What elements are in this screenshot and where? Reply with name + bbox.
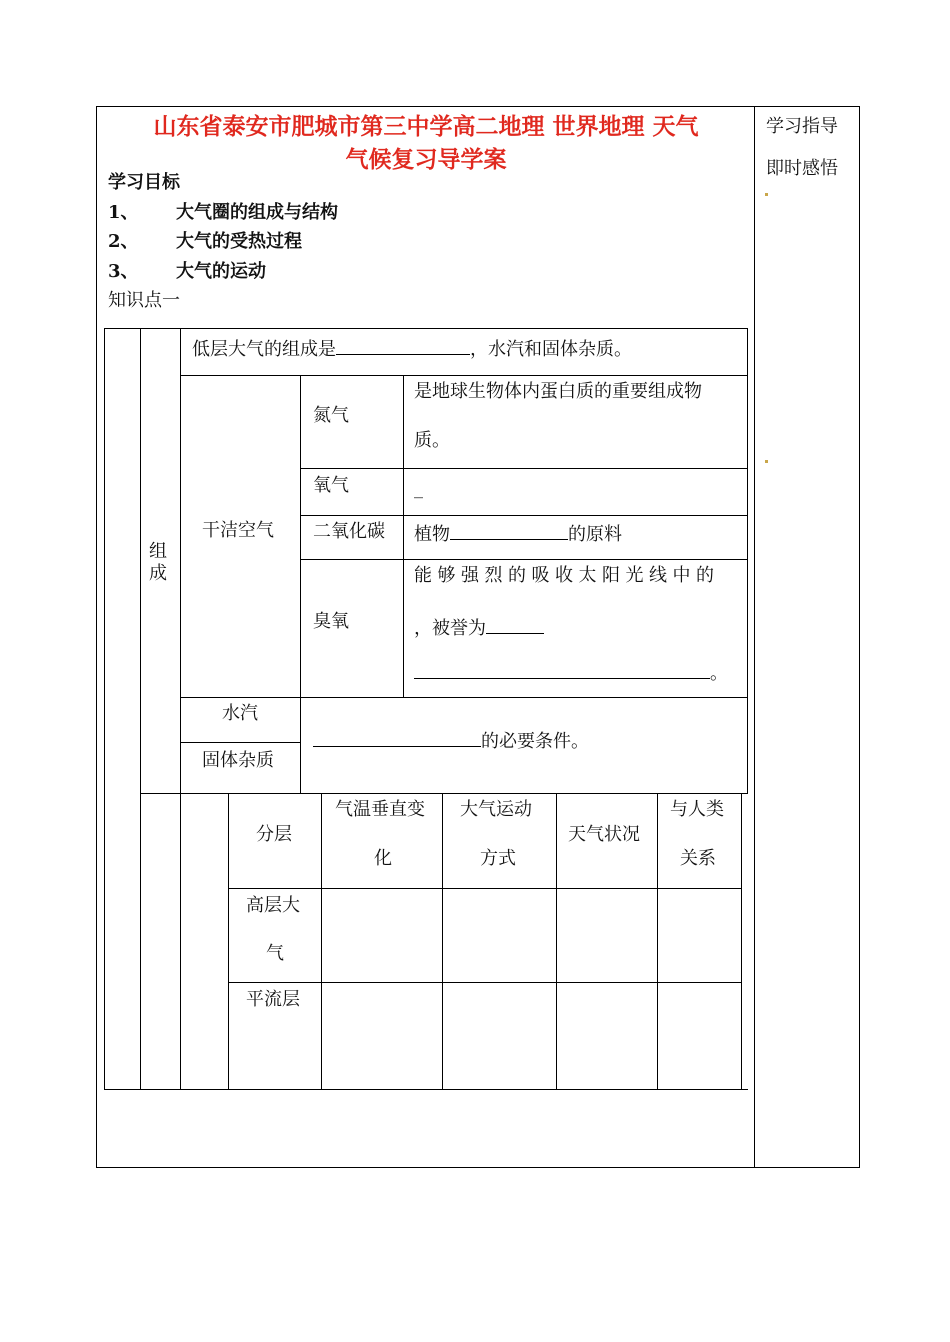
layer-upper-b: 气 xyxy=(266,943,284,964)
tbl-v-321 xyxy=(321,793,322,1090)
ozone-label: 臭氧 xyxy=(313,611,349,632)
water-vapor-label: 水汽 xyxy=(222,703,258,724)
nitrogen-desc-2: 质。 xyxy=(414,430,450,451)
layers-header-temp-b: 化 xyxy=(374,848,392,869)
ozone-desc-2-row xyxy=(414,615,544,640)
nitrogen-desc-1: 是地球生物体内蛋白质的重要组成物 xyxy=(414,381,702,402)
frame-bottom xyxy=(96,1167,860,1168)
co2-suffix: 的原料 xyxy=(568,524,622,545)
sidebar-instant-insight: 即时感悟 xyxy=(766,158,838,179)
tbl-v-140 xyxy=(140,328,141,1090)
nitrogen-label: 氮气 xyxy=(313,405,349,426)
tbl-v-104 xyxy=(104,328,105,1090)
condition-blank xyxy=(313,728,481,747)
low-atm-suffix: ，水汽和固体杂质。 xyxy=(470,339,632,360)
layer-upper-a: 高层大 xyxy=(246,895,300,916)
ozone-blank-2 xyxy=(414,660,710,679)
goal-2-text: 大气的受热过程 xyxy=(176,231,302,252)
solid-impurity-label: 固体杂质 xyxy=(202,750,274,771)
layers-header-weather: 天气状况 xyxy=(568,824,640,845)
layer-stratosphere: 平流层 xyxy=(246,989,300,1010)
tbl-v-741 xyxy=(741,793,742,1090)
layers-header-motion-b: 方式 xyxy=(480,848,516,869)
goal-1-text: 大气圈的组成与结构 xyxy=(176,202,338,223)
ozone-desc-3-row xyxy=(414,660,728,685)
low-atm-blank xyxy=(336,336,470,355)
composition-label-b: 成 xyxy=(149,563,167,584)
composition-label-a: 组 xyxy=(149,541,167,562)
goal-3-text: 大气的运动 xyxy=(176,261,266,282)
frame-divider xyxy=(754,106,755,1168)
tbl-h-888 xyxy=(228,888,742,889)
dry-air-label: 干洁空气 xyxy=(202,520,274,541)
tbl-v-556 xyxy=(556,793,557,1090)
title-line-2: 气候复习导学案 xyxy=(345,146,507,173)
tbl-h-468 xyxy=(300,468,748,469)
sidebar-study-guide: 学习指导 xyxy=(766,116,838,137)
frame-right xyxy=(859,106,860,1168)
ozone-desc-2: ，被誉为 xyxy=(414,618,486,639)
goals-heading: 学习目标 xyxy=(108,172,180,193)
ozone-desc-end: 。 xyxy=(710,663,728,684)
layers-header-human-b: 关系 xyxy=(680,848,716,869)
margin-mark-1 xyxy=(765,193,768,196)
goal-3-num: 3、 xyxy=(108,261,139,282)
title-line-1: 山东省泰安市肥城市第三中学高二地理 世界地理 天气 xyxy=(153,113,699,140)
tbl-h-982 xyxy=(228,982,742,983)
margin-mark-2 xyxy=(765,460,768,463)
layers-header-layer: 分层 xyxy=(256,824,292,845)
layers-header-human-a: 与人类 xyxy=(670,799,724,820)
layers-header-motion-a: 大气运动 xyxy=(460,799,532,820)
tbl-h-515 xyxy=(300,515,748,516)
co2-prefix: 植物 xyxy=(414,524,450,545)
tbl-v-403 xyxy=(403,375,404,697)
tbl-h-375 xyxy=(180,375,748,376)
ozone-desc-1: 能够强烈的吸收太阳光线中的 xyxy=(414,565,720,586)
knowledge-point-label: 知识点一 xyxy=(108,290,180,311)
tbl-v-228 xyxy=(228,793,229,1090)
co2-blank xyxy=(450,521,568,540)
tbl-h-697 xyxy=(180,697,748,698)
condition-suffix: 的必要条件。 xyxy=(481,731,589,752)
co2-label: 二氧化碳 xyxy=(313,521,385,542)
goal-1-num: 1、 xyxy=(108,202,139,223)
tbl-h-bottom xyxy=(104,1089,748,1090)
tbl-h-top xyxy=(104,328,748,329)
tbl-v-300 xyxy=(300,375,301,793)
condition-row xyxy=(313,728,589,753)
layers-header-temp-a: 气温垂直变 xyxy=(335,799,425,820)
tbl-h-559 xyxy=(300,559,748,560)
frame-left xyxy=(96,106,97,1168)
oxygen-desc: _ xyxy=(414,478,423,499)
co2-row xyxy=(414,521,622,546)
oxygen-label: 氧气 xyxy=(313,475,349,496)
tbl-h-742 xyxy=(180,742,300,743)
low-atm-prefix: 低层大气的组成是 xyxy=(192,339,336,360)
low-atmosphere-row xyxy=(192,336,632,361)
tbl-v-747 xyxy=(747,328,748,794)
frame-top xyxy=(96,106,860,107)
tbl-v-657 xyxy=(657,793,658,1090)
ozone-blank-1 xyxy=(486,615,544,634)
tbl-v-180 xyxy=(180,328,181,1090)
document-title xyxy=(100,110,752,176)
tbl-v-442 xyxy=(442,793,443,1090)
goal-2-num: 2、 xyxy=(108,231,139,252)
